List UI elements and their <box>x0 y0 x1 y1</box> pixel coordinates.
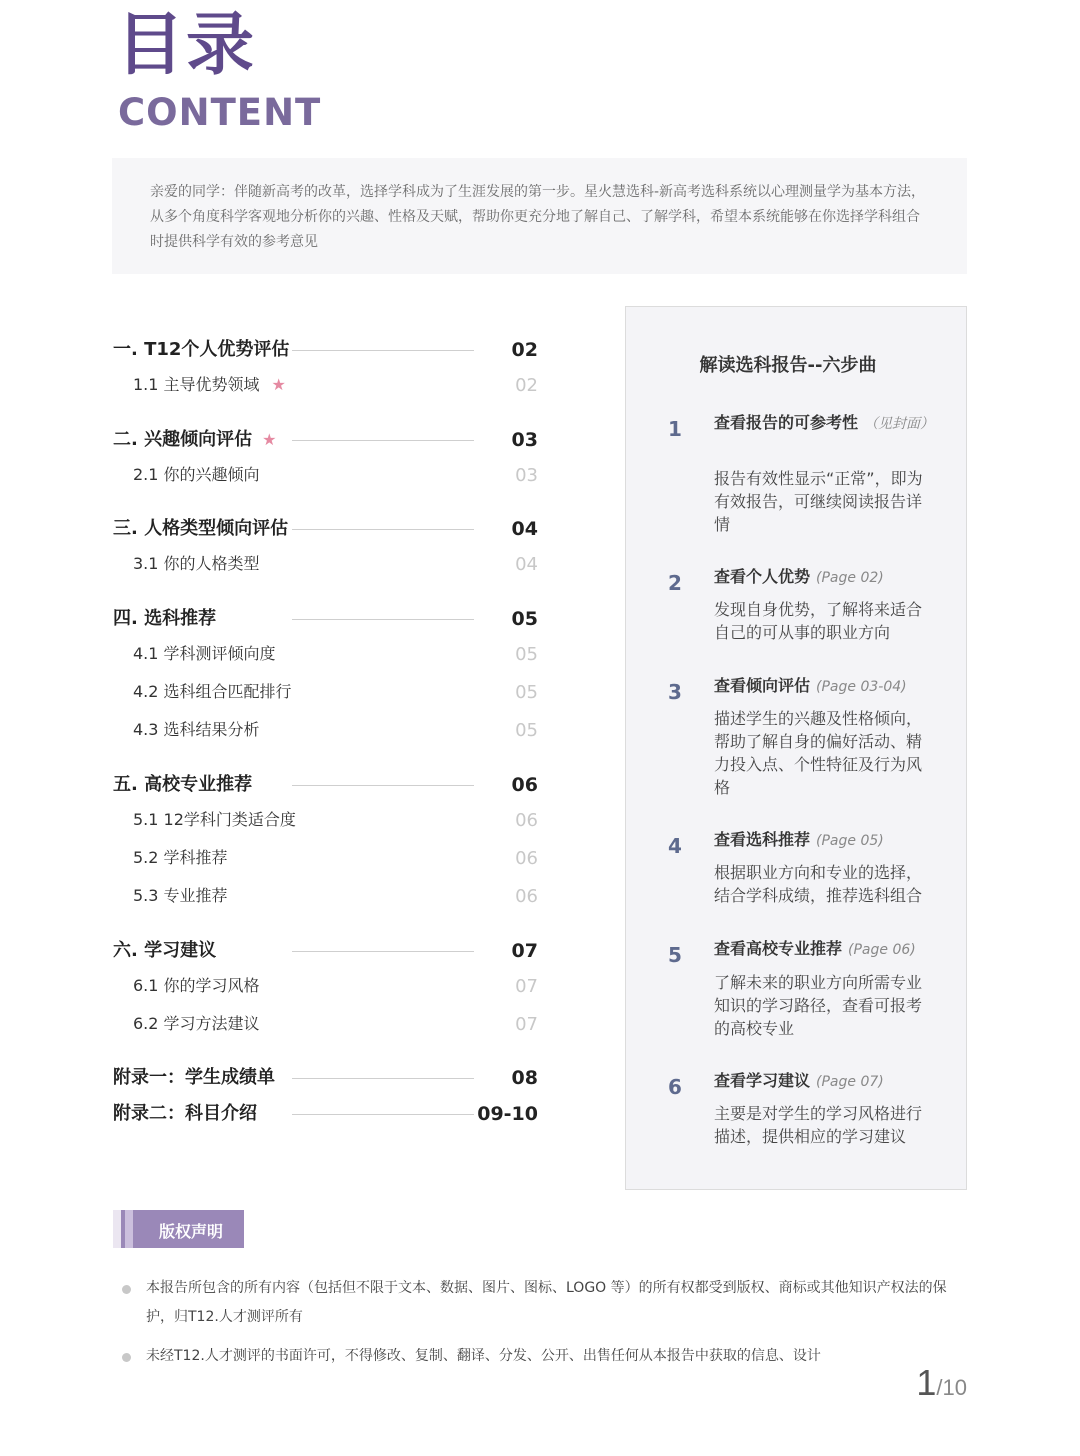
toc-appendix-item[interactable]: 附录一：学生成绩单 <box>113 1067 275 1088</box>
toc-leader-line <box>292 785 474 786</box>
toc-sub-item[interactable]: 5.2 学科推荐 <box>133 848 228 867</box>
toc-main-item[interactable]: 五. 高校专业推荐 <box>113 774 253 795</box>
step-description: 根据职业方向和专业的选择，结合学科成绩，推荐选科组合 <box>714 863 923 905</box>
toc-appendix-item[interactable]: 附录二：科目介绍 <box>113 1103 257 1124</box>
step-number: 2 <box>668 571 682 595</box>
toc-sub-label: 1.1 主导优势领域 <box>133 375 260 394</box>
toc-sub-page-number: 02 <box>515 375 538 396</box>
toc-sub-page-number: 05 <box>515 682 538 703</box>
toc-sub-item[interactable] <box>133 375 286 395</box>
toc-page-number: 09-10 <box>477 1103 538 1125</box>
bullet-icon <box>122 1285 131 1294</box>
toc-leader-line <box>292 951 474 952</box>
toc-leader-line <box>292 1078 474 1079</box>
step-number: 6 <box>668 1075 682 1099</box>
bullet-icon <box>122 1353 131 1362</box>
toc-sub-item[interactable]: 6.1 你的学习风格 <box>133 976 260 995</box>
toc-leader-line <box>292 350 474 351</box>
toc-sub-page-number: 06 <box>515 886 538 907</box>
step-number: 3 <box>668 680 682 704</box>
toc-leader-line <box>292 440 474 441</box>
toc-main-item[interactable]: 三. 人格类型倾向评估 <box>113 518 289 539</box>
toc-main-item[interactable]: 一. T12个人优势评估 <box>113 339 290 360</box>
toc-sub-item[interactable]: 4.1 学科测评倾向度 <box>133 644 276 663</box>
toc-page-number: 04 <box>511 518 538 540</box>
copyright-item: 未经T12.人才测评的书面许可，不得修改、复制、翻译、分发、公开、出售任何从本报告中获取的信息、设计 <box>146 1348 821 1364</box>
step-title: 查看高校专业推荐 (Page 06) <box>714 939 916 958</box>
step-title: 查看学习建议 (Page 07) <box>714 1071 884 1090</box>
toc-main-item[interactable]: 六. 学习建议 <box>113 940 217 961</box>
star-icon: ★ <box>262 430 277 449</box>
toc-sub-page-number: 06 <box>515 810 538 831</box>
toc-page-number: 02 <box>511 339 538 361</box>
intro-text: 亲爱的同学：伴随新高考的改革，选择学科成为了生涯发展的第一步。星火慧选科-新高考选科系统以心理测量学为基本方法，从多个角度科学客观地分析你的兴趣、性格及天赋，帮助你更充分地了解自己、了解学科，希望本系统能够在你选择学科组合时提供科学有效的参考意见 <box>150 184 926 250</box>
toc-leader-line <box>292 1114 474 1115</box>
step-title: 查看报告的可参考性 （见封面） <box>714 413 935 432</box>
toc-page-number: 06 <box>511 774 538 796</box>
toc-page-number: 08 <box>511 1067 538 1089</box>
toc-sub-item[interactable]: 4.3 选科结果分析 <box>133 720 260 739</box>
six-steps-panel <box>625 306 967 1190</box>
step-description: 描述学生的兴趣及性格倾向，帮助了解自身的偏好活动、精力投入点、个性特征及行为风格 <box>714 709 923 797</box>
toc-sub-item[interactable]: 5.1 12学科门类适合度 <box>133 810 296 829</box>
step-title: 查看选科推荐 (Page 05) <box>714 830 884 849</box>
step-number: 5 <box>668 943 682 967</box>
total-pages: /10 <box>936 1375 967 1400</box>
toc-leader-line <box>292 529 474 530</box>
toc-sub-page-number: 03 <box>515 465 538 486</box>
star-icon: ★ <box>271 375 286 394</box>
step-title: 查看个人优势 (Page 02) <box>714 567 884 586</box>
page-subtitle: CONTENT <box>118 91 322 134</box>
panel-title: 解读选科报告--六步曲 <box>699 355 877 376</box>
toc-sub-page-number: 07 <box>515 976 538 997</box>
toc-page-number: 07 <box>511 940 538 962</box>
toc-leader-line <box>292 619 474 620</box>
toc-main-item[interactable]: 四. 选科推荐 <box>113 608 217 629</box>
toc-sub-page-number: 05 <box>515 644 538 665</box>
step-title: 查看倾向评估 (Page 03-04) <box>714 676 907 695</box>
toc-sub-page-number: 07 <box>515 1014 538 1035</box>
toc-sub-item[interactable]: 5.3 专业推荐 <box>133 886 228 905</box>
tag-stripe <box>125 1210 133 1248</box>
toc-sub-item[interactable]: 3.1 你的人格类型 <box>133 554 260 573</box>
toc-sub-item[interactable]: 6.2 学习方法建议 <box>133 1014 260 1033</box>
step-description: 主要是对学生的学习风格进行描述，提供相应的学习建议 <box>714 1104 923 1146</box>
step-number: 1 <box>668 417 682 441</box>
toc-sub-page-number: 04 <box>515 554 538 575</box>
current-page: 1 <box>916 1362 937 1403</box>
toc-sub-page-number: 05 <box>515 720 538 741</box>
page-number <box>916 1362 967 1404</box>
step-number: 4 <box>668 834 682 858</box>
toc-sub-item[interactable]: 4.2 选科组合匹配排行 <box>133 682 292 701</box>
copyright-item: 本报告所包含的所有内容（包括但不限于文本、数据、图片、图标、LOGO 等）的所有权都受到版权、商标或其他知识产权法的保护，归T12.人才测评所有 <box>146 1280 947 1325</box>
toc-main-label: 二. 兴趣倾向评估 <box>113 429 253 450</box>
toc-page-number: 03 <box>511 429 538 451</box>
toc-sub-item[interactable]: 2.1 你的兴趣倾向 <box>133 465 260 484</box>
intro-box <box>112 158 967 274</box>
step-description: 了解未来的职业方向所需专业知识的学习路径，查看可报考的高校专业 <box>714 973 923 1038</box>
copyright-heading: 版权声明 <box>159 1222 224 1241</box>
toc-main-item[interactable] <box>113 429 276 451</box>
step-description: 报告有效性显示“正常”，即为有效报告，可继续阅读报告详情 <box>714 469 923 534</box>
copyright-tag <box>113 1210 244 1248</box>
step-description: 发现自身优势，了解将来适合自己的可从事的职业方向 <box>714 600 923 642</box>
tag-stripe <box>113 1210 121 1248</box>
toc-page-number: 05 <box>511 608 538 630</box>
toc-sub-page-number: 06 <box>515 848 538 869</box>
page-title: 目录 <box>116 6 257 85</box>
